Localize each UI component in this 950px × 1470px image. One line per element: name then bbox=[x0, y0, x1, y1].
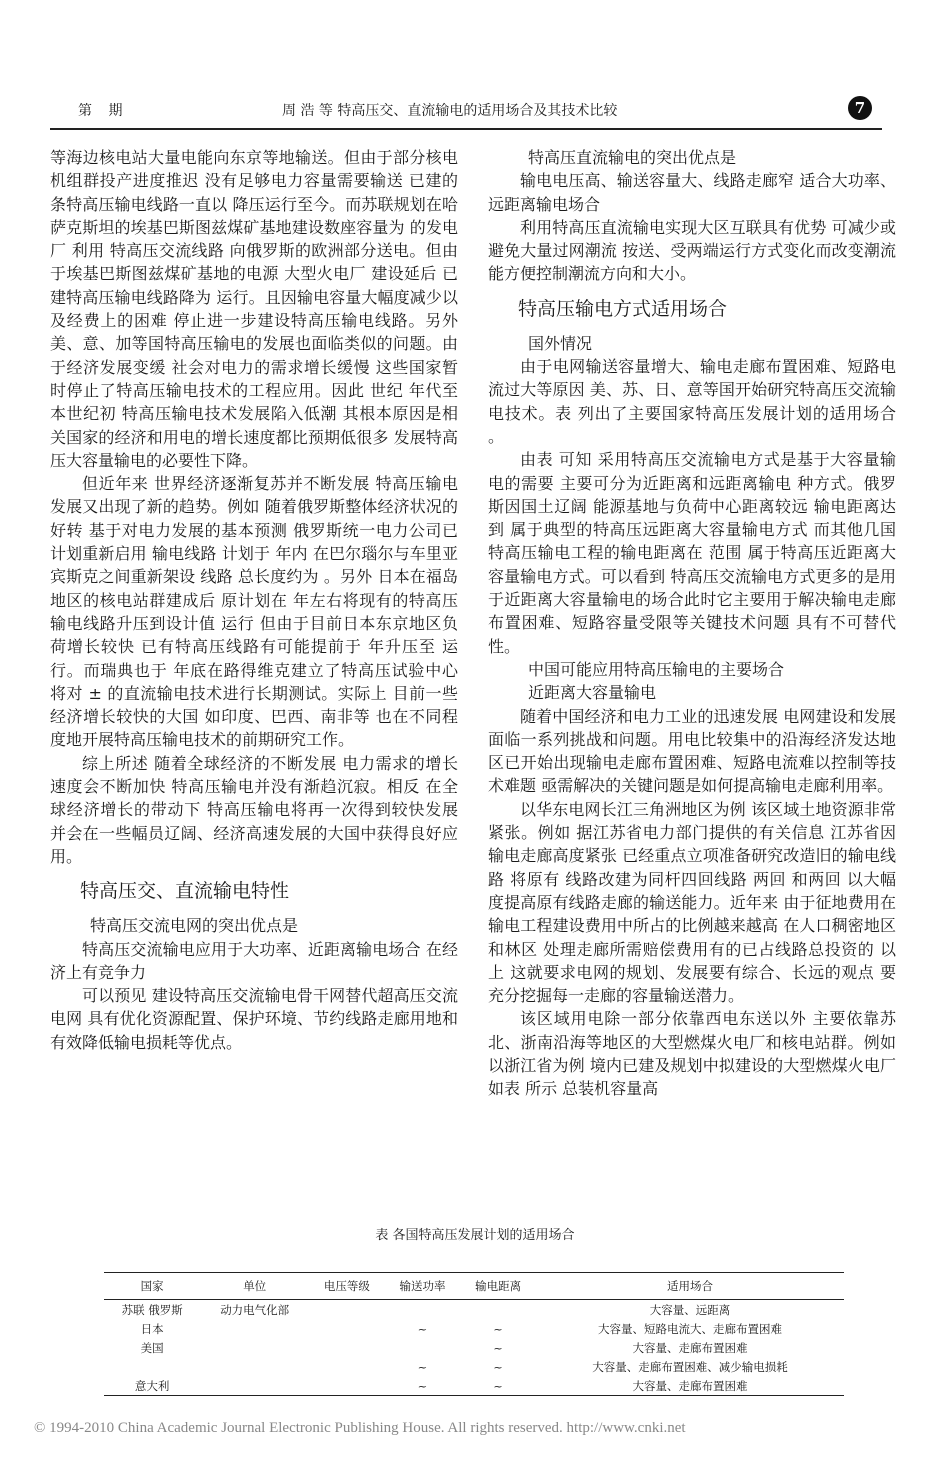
table-header-cell: 电压等级 bbox=[309, 1273, 385, 1300]
table-cell bbox=[460, 1300, 536, 1320]
table-cell bbox=[309, 1376, 385, 1396]
table-cell: 日本 bbox=[140, 1321, 164, 1336]
right-column bbox=[488, 146, 896, 1101]
table-cell: 意大利 bbox=[104, 1376, 200, 1396]
paragraph: 利用特高压直流输电实现大区互联具有优势 可减少或避免大量过网潮流 按送、受两端运行方式变化而改变潮流 能方便控制潮流方向和大小。 bbox=[488, 217, 896, 284]
subheading: 中国可能应用特高压输电的主要场合 bbox=[528, 659, 785, 679]
section-heading: 特高压交、直流输电特性 bbox=[80, 880, 290, 903]
paragraph: 可以预见 建设特高压交流输电骨干网替代超高压交流电网 具有优化资源配置、保护环境、节约线路走廊用地和有效降低输电损耗等优点。 bbox=[50, 986, 458, 1052]
table-cell bbox=[385, 1338, 461, 1357]
table-row bbox=[104, 1357, 844, 1376]
subheading: 近距离大容量输电 bbox=[528, 683, 657, 703]
table-cell: ~ bbox=[385, 1376, 461, 1396]
subheading: 特高压交流电网的突出优点是 bbox=[90, 916, 299, 936]
table-caption: 表 各国特高压发展计划的适用场合 bbox=[375, 1228, 575, 1243]
table-row bbox=[104, 1319, 844, 1338]
table-cell bbox=[309, 1319, 385, 1338]
table-cell: 大容量、远距离 bbox=[649, 1302, 731, 1317]
subheading: 特高压直流输电的突出优点是 bbox=[528, 148, 737, 167]
copyright-footer: © 1994-2010 China Academic Journal Electronic Publishing House. All rights reserved. http://www.cnki.net bbox=[34, 1420, 686, 1436]
table-cell: 动力电气化部 bbox=[220, 1302, 290, 1317]
table-cell bbox=[200, 1319, 309, 1338]
table-cell bbox=[200, 1376, 309, 1396]
table-header-cell: 适用场合 bbox=[536, 1273, 844, 1300]
data-table bbox=[104, 1272, 844, 1396]
table-cell bbox=[309, 1338, 385, 1357]
table-cell: 大容量、走廊布置困难 bbox=[536, 1376, 844, 1396]
running-title: 周 浩 等 特高压交、直流输电的适用场合及其技术比较 bbox=[282, 103, 618, 119]
page-number-badge: 7 bbox=[848, 96, 872, 120]
table-header-cell: 单位 bbox=[200, 1273, 309, 1300]
paragraph: 由表 可知 采用特高压交流输电方式是基于大容量输电的需要 主要可分为近距离和远距离输电 种方式。俄罗斯因国土辽阔 能源基地与负荷中心距离较远 输电距离达到 属于典型的特高压远距离大容量输电方式 而其他几国特高压输电工程的输电距离在 范围 属于特高压近距离大容量输电方式。可以看到 特高压交流输电方式更多的是用于近距离大容量输电的场合此时它主要用于解决输电走廊布置困难、短路容量受限等关键技术问题 具有不可替代性。 bbox=[488, 450, 896, 656]
paragraph: 输电电压高、输送容量大、线路走廊窄 适合大功率、远距离输电场合 bbox=[488, 171, 896, 214]
paragraph: 随着中国经济和电力工业的迅速发展 电网建设和发展面临一系列挑战和问题。用电比较集中的沿海经济发达地区已开始出现输电走廊布置困难、短路电流难以控制等技术难题 亟需解决的关键问题是如何提高输电走廊利用率。 bbox=[488, 706, 896, 796]
table-header-row bbox=[104, 1273, 844, 1300]
paragraph: 等海边核电站大量电能向东京等地输送。但由于部分核电机组群投产进度推迟 没有足够电力容量需要输送 已建的 条特高压输电线路一直以 降压运行至今。而苏联规划在哈萨克斯坦的埃基巴斯图兹煤矿基地建设数座容量为 的发电厂 利用 特高压交流线路 向俄罗斯的欧洲部分送电。但由于埃基巴斯图兹煤矿基地的电源 大型火电厂 建设延后 已建特高压输电线路降为 运行。且因输电容量大幅度减少以及经费上的困难 停止进一步建设特高压输电线路。另外美、意、加等国特高压输电的发展也面临类似的问题。由于经济发展变缓 社会对电力的需求增长缓慢 这些国家暂时停止了特高压输电技术的工程应用。因此 世纪 年代至本世纪初 特高压输电技术发展陷入低潮 其根本原因是相关国家的经济和用电的增长速度都比预期低很多 发展特高压大容量输电的必要性下降。 bbox=[50, 148, 458, 470]
paragraph: 但近年来 世界经济逐渐复苏并不断发展 特高压输电发展又出现了新的趋势。例如 随着俄罗斯整体经济状况的好转 基于对电力发展的基本预测 俄罗斯统一电力公司已计划重新启用 输电线路 计划于 年内 在巴尔瑙尔与车里亚宾斯克之间重新架设 线路 总长度约为 。另外 日本在福岛地区的核电站群建成后 原计划在 年左右将现有的特高压输电线路升压到设计值 运行 但由于目前日本东京地区负荷增长较快 已有特高压线路有可能提前于 年升压至 运行。而瑞典也于 年底在路得维克建立了特高压试验中心 将对 ± 的直流输电技术进行长期测试。实际上 目前一些经济增长较快的大国 如印度、巴西、南非等 也在不同程度地开展特高压输电技术的前期研究工作。 bbox=[50, 474, 458, 750]
paragraph: 综上所述 随着全球经济的不断发展 电力需求的增长速度会不断加快 特高压输电并没有渐趋沉寂。相反 在全球经济增长的带动下 特高压输电将再一次得到较快发展 并会在一些幅员辽阔、经济高速发展的大国中获得良好应用。 bbox=[50, 753, 458, 866]
table-cell bbox=[309, 1300, 385, 1320]
header-rule bbox=[50, 128, 882, 130]
table-cell bbox=[200, 1357, 309, 1376]
table-row bbox=[104, 1300, 844, 1320]
table-row bbox=[104, 1376, 844, 1396]
running-header bbox=[50, 96, 880, 130]
table-cell: ~ bbox=[493, 1359, 503, 1374]
table-row bbox=[104, 1338, 844, 1357]
subheading: 国外情况 bbox=[528, 333, 593, 353]
table-cell: 大容量、走廊布置困难 bbox=[632, 1340, 748, 1355]
left-column bbox=[50, 146, 458, 1054]
table-cell bbox=[200, 1338, 309, 1357]
table-cell: ~ bbox=[417, 1321, 428, 1336]
table-cell: 大容量、走廊布置困难、减少输电损耗 bbox=[592, 1359, 788, 1374]
paragraph: 由于电网输送容量增大、输电走廊布置困难、短路电流过大等原因 美、苏、日、意等国开始研究特高压交流输电技术。表 列出了主要国家特高压发展计划的适用场合 。 bbox=[488, 357, 896, 446]
paragraph: 该区域用电除一部分依靠西电东送以外 主要依靠苏北、浙南沿海等地区的大型燃煤火电厂和核电站群。例如 以浙江省为例 境内已建及规划中拟建设的大型燃煤火电厂如表 所示 总装机容量高 bbox=[488, 1009, 896, 1099]
table-cell bbox=[309, 1357, 385, 1376]
table-cell: ~ bbox=[493, 1340, 503, 1355]
table-cell: 大容量、短路电流大、走廊布置困难 bbox=[597, 1321, 782, 1336]
paragraph: 以华东电网长江三角洲地区为例 该区域土地资源非常紧张。例如 据江苏省电力部门提供的有关信息 江苏省因输电走廊高度紧张 已经重点立项准备研究改造旧的输电线路 将原有 线路改建为同杆四回线路 两回 和两回 以大幅度提高原有线路走廊的输送能力。近年来 由于征地费用在输电工程建设费用中所占的比例越来越高 在人口稠密地区和林区 处理走廊所需赔偿费用有的已占线路总投资的 以上 这就要求电网的规划、发展要有综合、长远的观点 要充分挖掘每一走廊的容量输送潜力。 bbox=[488, 799, 896, 1006]
table-cell bbox=[385, 1300, 461, 1320]
table-cell: ~ bbox=[460, 1376, 536, 1396]
paragraph: 特高压交流输电应用于大功率、近距离输电场合 在经济上有竞争力 bbox=[50, 939, 458, 982]
table-cell: ~ bbox=[493, 1321, 503, 1336]
table-header-cell: 输电距离 bbox=[460, 1273, 536, 1300]
table-cell bbox=[104, 1357, 200, 1376]
issue-label: 第 期 bbox=[78, 103, 129, 119]
table-cell: 美国 bbox=[140, 1340, 164, 1355]
section-heading: 特高压输电方式适用场合 bbox=[518, 297, 728, 320]
table-cell: ~ bbox=[417, 1359, 428, 1374]
table-header-cell: 国家 bbox=[104, 1273, 200, 1300]
table-header-cell: 输送功率 bbox=[385, 1273, 461, 1300]
table-cell: 苏联 俄罗斯 bbox=[121, 1302, 183, 1317]
